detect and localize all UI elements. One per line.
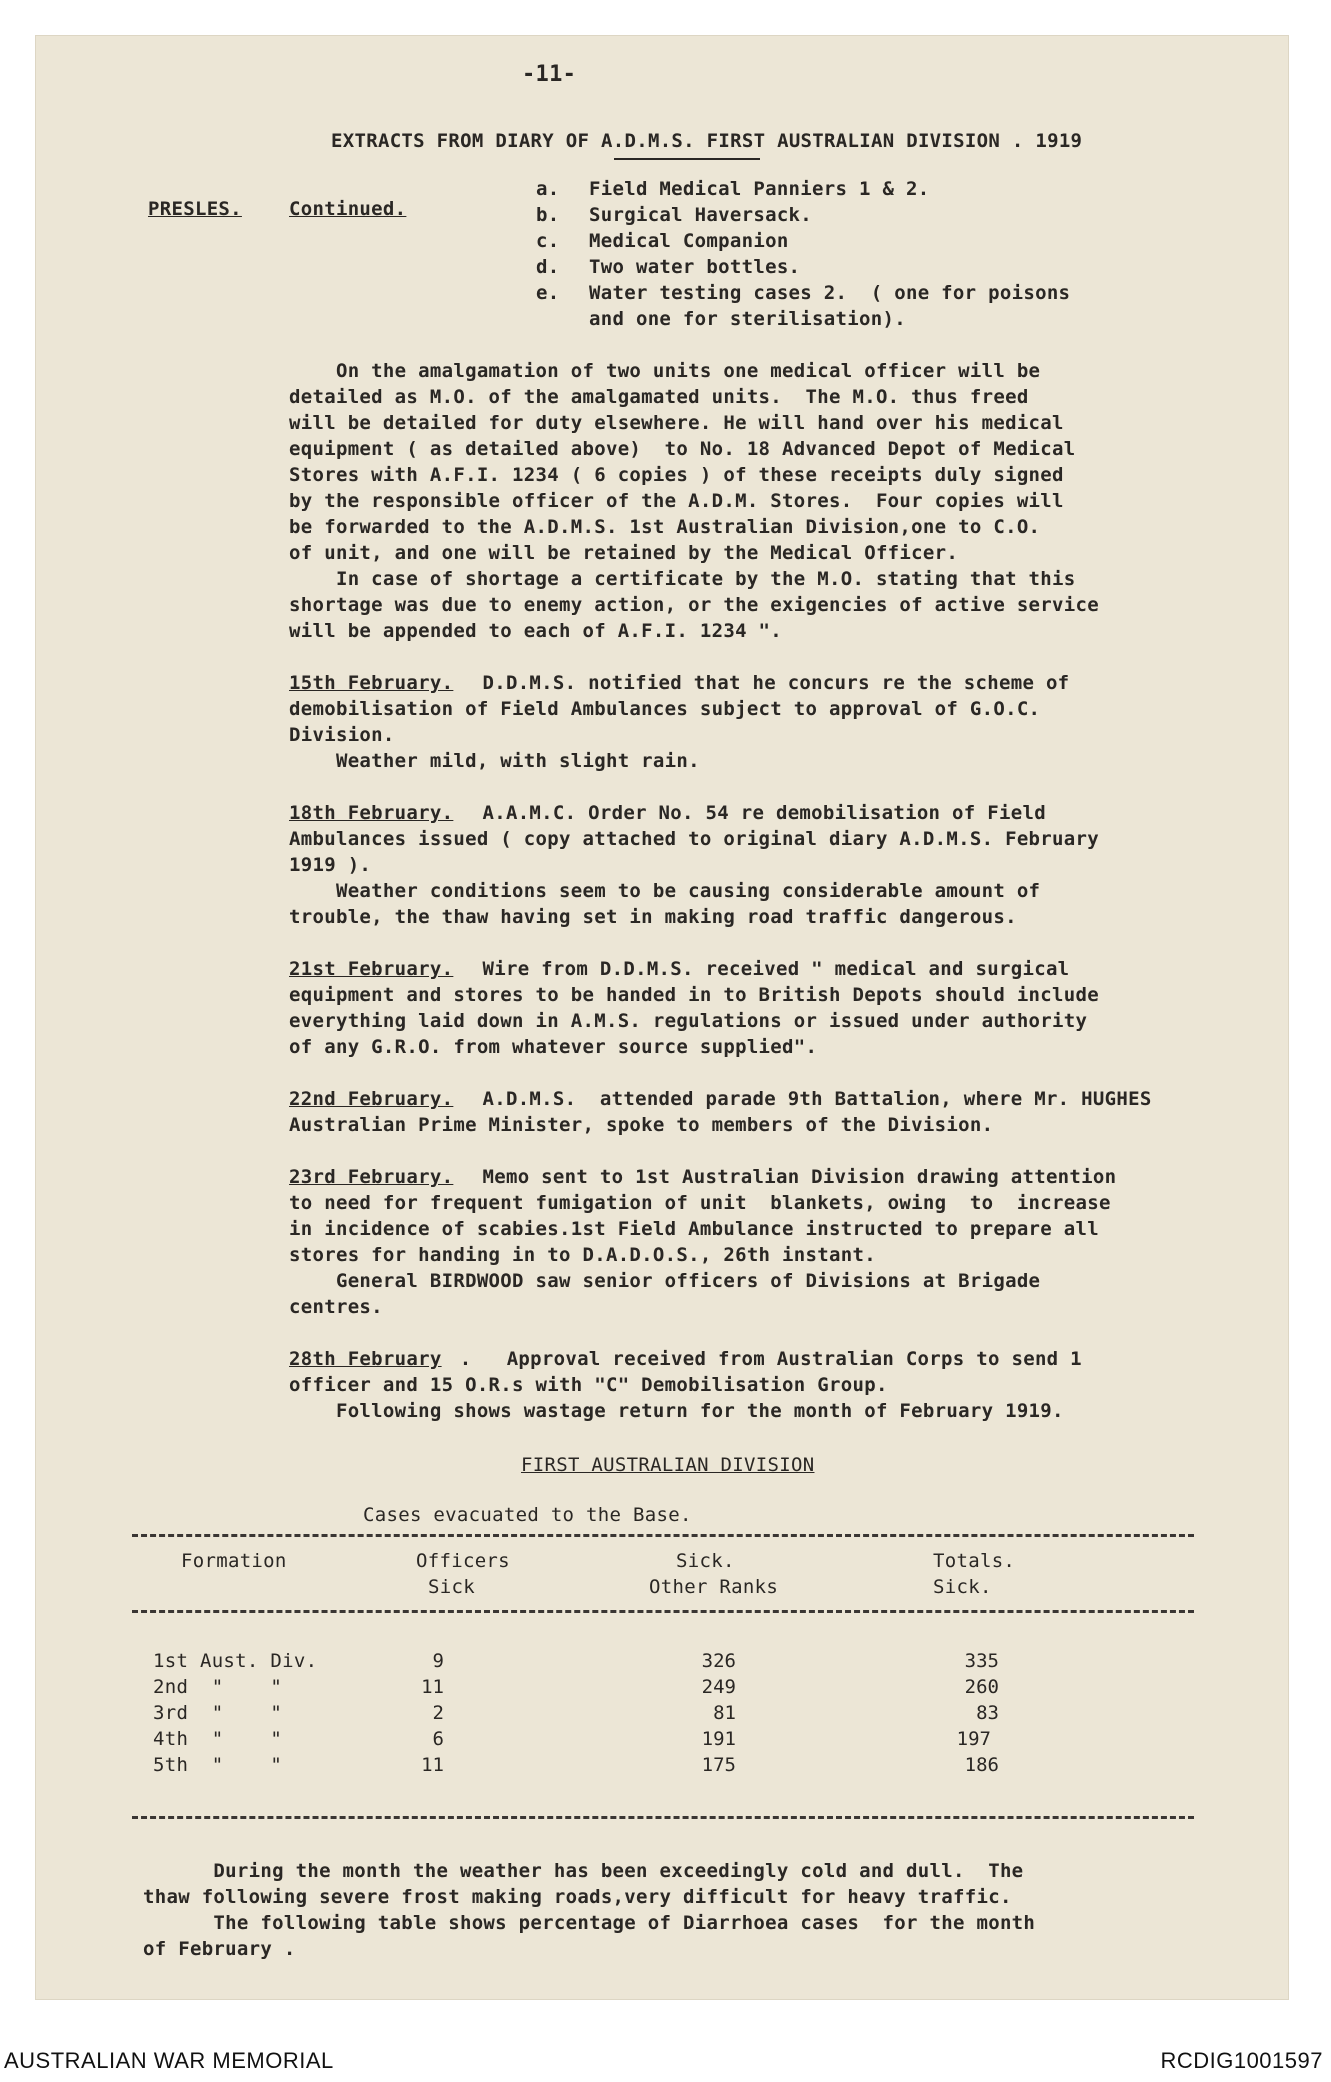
paragraph-line: The following table shows percentage of Diarrhoea cases for the month (143, 1912, 1036, 1934)
paragraph-line: Stores with A.F.I. 1234 ( 6 copies ) of these receipts duly signed (289, 464, 1064, 486)
paragraph-line: be forwarded to the A.D.M.S. 1st Australian Division,one to C.O. (289, 516, 1041, 538)
paragraph-line: will be appended to each of A.F.I. 1234 ". (289, 620, 783, 642)
cell-officers: 11 (421, 1676, 444, 1698)
entry-date: 23rd February. (289, 1166, 454, 1188)
entry-line: Weather conditions seem to be causing considerable amount of (289, 880, 1041, 902)
entry-date: 22nd February. (289, 1088, 454, 1110)
cell-formation: 3rd " " (153, 1702, 283, 1724)
entry-date: 18th February. (289, 802, 454, 824)
entry-line: centres. (289, 1296, 383, 1318)
cell-totals: 335 (964, 1650, 999, 1672)
entry-line: stores for handing in to D.A.D.O.S., 26th instant. (289, 1244, 876, 1266)
list-text: Medical Companion (589, 230, 789, 252)
list-letter: c. (536, 230, 560, 252)
paragraph-line: In case of shortage a certificate by the M.O. stating that this (289, 568, 1076, 590)
entry-line: A.A.M.C. Order No. 54 re demobilisation of Field (459, 802, 1046, 824)
entry-line: Ambulances issued ( copy attached to original diary A.D.M.S. February (289, 828, 1099, 850)
header-officers: Officers (416, 1550, 510, 1572)
paragraph-line: of unit, and one will be retained by the Medical Officer. (289, 542, 959, 564)
document-page (36, 36, 1288, 1999)
table-title: FIRST AUSTRALIAN DIVISION (521, 1454, 815, 1476)
title-underline (614, 158, 760, 160)
table-bottom-rule (132, 1816, 1194, 1819)
header-sick: Sick. (676, 1550, 735, 1572)
entry-line: equipment and stores to be handed in to British Depots should include (289, 984, 1099, 1006)
entry-line: Division. (289, 724, 395, 746)
entry-date: 15th February. (289, 672, 454, 694)
paragraph-line: On the amalgamation of two units one medical officer will be (289, 360, 1041, 382)
paragraph-line: detailed as M.O. of the amalgamated units. The M.O. thus freed (289, 386, 1029, 408)
paragraph-line: by the responsible officer of the A.D.M. Stores. Four copies will (289, 490, 1064, 512)
list-text: Surgical Haversack. (589, 204, 813, 226)
cell-officers: 2 (432, 1702, 444, 1724)
list-letter: b. (536, 204, 560, 226)
cell-officers: 11 (421, 1754, 444, 1776)
list-text: Water testing cases 2. ( one for poisons (589, 282, 1071, 304)
cell-totals: 197 (956, 1728, 991, 1750)
paragraph-line: will be detailed for duty elsewhere. He will hand over his medical (289, 412, 1064, 434)
cell-other-ranks: 249 (701, 1676, 736, 1698)
page-number: -11- (522, 62, 577, 87)
cell-formation: 4th " " (153, 1728, 283, 1750)
footer-archive-name: AUSTRALIAN WAR MEMORIAL (4, 2048, 334, 2073)
entry-line: 1919 ). (289, 854, 372, 876)
cell-other-ranks: 175 (701, 1754, 736, 1776)
cell-formation: 2nd " " (153, 1676, 283, 1698)
entry-line: to need for frequent fumigation of unit blankets, owing to increase (289, 1192, 1111, 1214)
entry-line: demobilisation of Field Ambulances subject to approval of G.O.C. (289, 698, 1041, 720)
entry-line: Memo sent to 1st Australian Division drawing attention (459, 1166, 1117, 1188)
entry-line: Wire from D.D.M.S. received " medical and surgical (459, 958, 1070, 980)
header-officers-sub: Sick (428, 1576, 475, 1598)
continued-label: Continued. (289, 198, 407, 220)
entry-line: Australian Prime Minister, spoke to members of the Division. (289, 1114, 994, 1136)
table-header-rule (132, 1610, 1194, 1613)
entry-line: officer and 15 O.R.s with "C" Demobilisation Group. (289, 1374, 888, 1396)
entry-line: in incidence of scabies.1st Field Ambulance instructed to prepare all (289, 1218, 1099, 1240)
paragraph-line: thaw following severe frost making roads,very difficult for heavy traffic. (143, 1886, 1012, 1908)
entry-line: of any G.R.O. from whatever source supplied". (289, 1036, 818, 1058)
entry-line: General BIRDWOOD saw senior officers of Divisions at Brigade (289, 1270, 1041, 1292)
list-text: Field Medical Panniers 1 & 2. (589, 178, 930, 200)
cell-other-ranks: 191 (701, 1728, 736, 1750)
cell-totals: 260 (964, 1676, 999, 1698)
cell-totals: 83 (976, 1702, 999, 1724)
paragraph-line: of February . (143, 1938, 296, 1960)
location-label: PRESLES. (148, 198, 242, 220)
entry-line: D.D.M.S. notified that he concurs re the scheme of (459, 672, 1070, 694)
entry-line: Weather mild, with slight rain. (289, 750, 700, 772)
entry-line: everything laid down in A.M.S. regulations or issued under authority (289, 1010, 1088, 1032)
table-subtitle: Cases evacuated to the Base. (363, 1504, 692, 1526)
entry-date: 21st February. (289, 958, 454, 980)
header-totals-sub: Sick. (933, 1576, 992, 1598)
paragraph-line: During the month the weather has been exceedingly cold and dull. The (143, 1860, 1024, 1882)
cell-officers: 9 (432, 1650, 444, 1672)
cell-officers: 6 (432, 1728, 444, 1750)
entry-line: trouble, the thaw having set in making road traffic dangerous. (289, 906, 1017, 928)
entry-line: Following shows wastage return for the month of February 1919. (289, 1400, 1064, 1422)
list-letter: e. (536, 282, 560, 304)
cell-totals: 186 (964, 1754, 999, 1776)
entry-line: A.D.M.S. attended parade 9th Battalion, where Mr. HUGHES (459, 1088, 1152, 1110)
list-text: Two water bottles. (589, 256, 801, 278)
list-text: and one for sterilisation). (589, 308, 906, 330)
cell-other-ranks: 326 (701, 1650, 736, 1672)
paragraph-line: equipment ( as detailed above) to No. 18 Advanced Depot of Medical (289, 438, 1076, 460)
paragraph-line: shortage was due to enemy action, or the exigencies of active service (289, 594, 1099, 616)
entry-line: . Approval received from Australian Corps to send 1 (448, 1348, 1082, 1370)
footer-record-id: RCDIG1001597 (1160, 2048, 1323, 2073)
header-totals: Totals. (933, 1550, 1016, 1572)
cell-other-ranks: 81 (713, 1702, 736, 1724)
entry-date: 28th February (289, 1348, 442, 1370)
header-sick-sub: Other Ranks (649, 1576, 779, 1598)
list-letter: d. (536, 256, 560, 278)
list-letter: a. (536, 178, 560, 200)
document-title: EXTRACTS FROM DIARY OF A.D.M.S. FIRST AUSTRALIAN DIVISION . 1919 (331, 130, 1083, 152)
cell-formation: 1st Aust. Div. (153, 1650, 318, 1672)
header-formation: Formation (181, 1550, 287, 1572)
cell-formation: 5th " " (153, 1754, 283, 1776)
table-top-rule (132, 1534, 1194, 1537)
